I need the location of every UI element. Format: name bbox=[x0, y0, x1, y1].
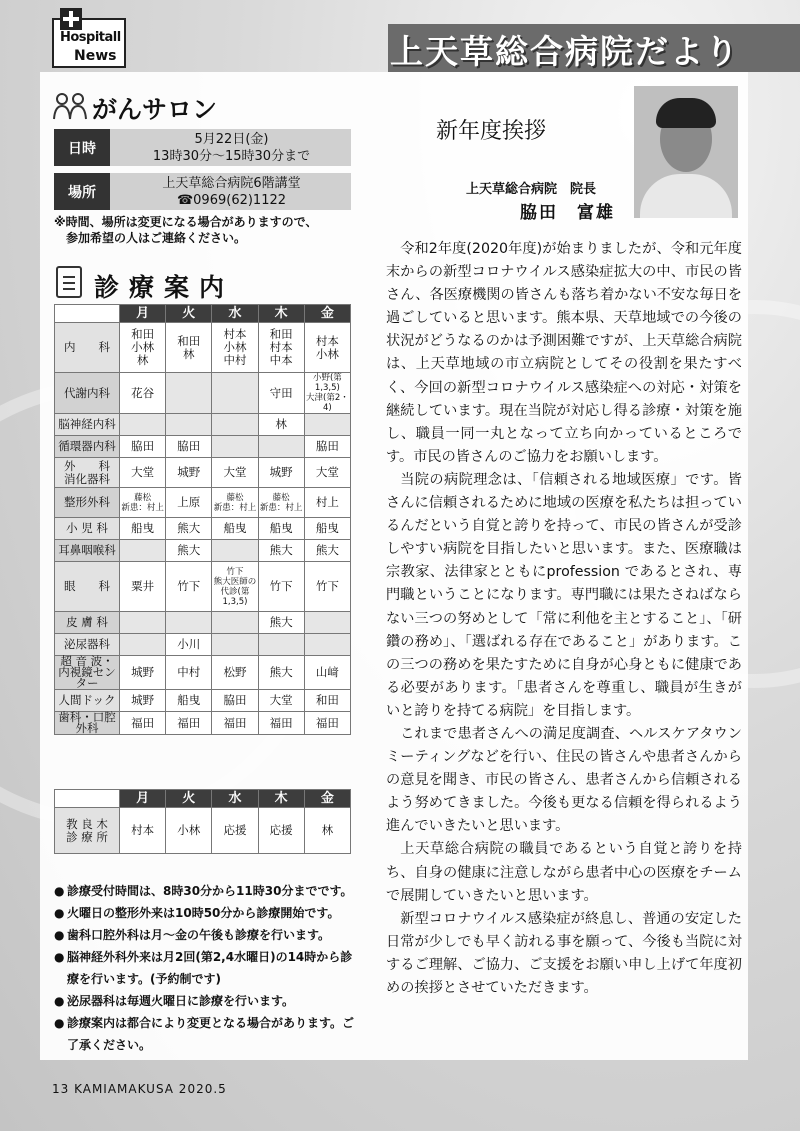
day-header: 木 bbox=[258, 790, 304, 808]
day-header: 月 bbox=[120, 790, 166, 808]
doctor-cell bbox=[120, 414, 166, 436]
department-cell: 人間ドック bbox=[55, 690, 120, 712]
doctor-cell: 小野(第1,3,5) 大津(第2・4) bbox=[306, 373, 349, 413]
doctor-cell: 松野 bbox=[212, 656, 258, 690]
table-row bbox=[55, 690, 351, 712]
greeting-paragraph: 当院の病院理念は、「信頼される地域医療」です。皆さんに信頼されるために地域の医療を私たちは担っているんだという自覚と誇りを持って、市民の皆さんが受診しやすい病院を目指したいと思います。また、医療職は宗教家、法律家とともにprofession であるとされ、専門職ということになります。専門職には果たさねばならない三つの努めとして「常に利他を主とすること」、「研鑽の務め」、「選ばれる存在であること」があります。この三つの務めを果たすために自身が心身ともに健康である必要があります。「患者さんを尊重し、職員が生きがいと誇りを持てる病院」を目指します。 bbox=[386, 471, 742, 719]
department-cell: 脳神経内科 bbox=[55, 414, 120, 436]
day-header: 金 bbox=[304, 305, 350, 323]
doctor-cell: 大堂 bbox=[258, 690, 304, 712]
greeting-paragraph: 新型コロナウイルス感染症が終息し、普通の安定した日常が少しでも早く訪れる事を願って、今後も当院に対するご理解、ご協力、ご支援をお願い申し上げて年度初めの挨拶とさせていただきます。 bbox=[386, 910, 742, 996]
doctor-cell: 城野 bbox=[120, 656, 166, 690]
notice-item: ● 火曜日の整形外来は10時50分から診療開始です。 bbox=[54, 902, 359, 924]
doctor-cell: 熊大 bbox=[166, 540, 212, 562]
place-line2: ☎0969(62)1122 bbox=[176, 192, 287, 208]
doctor-cell: 福田 bbox=[304, 712, 350, 735]
date-line2: 13時30分～15時30分まで bbox=[152, 148, 311, 164]
clinic-schedule-table bbox=[54, 304, 351, 735]
doctor-cell: 村本 小林 bbox=[304, 323, 350, 373]
photo-hair bbox=[656, 98, 716, 128]
doctor-cell: 大堂 bbox=[120, 458, 166, 488]
doctor-cell: 竹下 bbox=[166, 562, 212, 612]
table-row bbox=[55, 323, 351, 373]
doctor-cell: 藤松 新患：村上 bbox=[120, 488, 166, 518]
doctor-cell: 福田 bbox=[120, 712, 166, 735]
doctor-cell: 林 bbox=[258, 414, 304, 436]
notice-item: ● 診療案内は都合により変更となる場合があります。ご了承ください。 bbox=[54, 1012, 359, 1056]
table-row bbox=[55, 712, 351, 735]
place-value bbox=[112, 173, 351, 210]
greeting-title: 新年度挨拶 bbox=[436, 119, 547, 144]
doctor-cell bbox=[166, 612, 212, 634]
doctor-cell bbox=[120, 540, 166, 562]
place-line1: 上天草総合病院6階講堂 bbox=[162, 175, 301, 191]
doctor-cell: 脇田 bbox=[212, 690, 258, 712]
table-row bbox=[55, 562, 351, 612]
doctor-cell: 和田 bbox=[304, 690, 350, 712]
doctor-cell bbox=[166, 414, 212, 436]
people-icon bbox=[53, 92, 87, 120]
day-header: 水 bbox=[212, 305, 258, 323]
doctor-cell: 藤松 新患：村上 bbox=[212, 488, 258, 518]
doctor-cell bbox=[120, 612, 166, 634]
day-header: 月 bbox=[120, 305, 166, 323]
header bbox=[0, 0, 800, 72]
doctor-cell: 和田 村本 中本 bbox=[258, 323, 304, 373]
department-cell: 外 科 消化器科 bbox=[55, 458, 120, 488]
table-row bbox=[55, 373, 351, 414]
doctor-cell: 熊大 bbox=[304, 540, 350, 562]
notice-item: ● 歯科口腔外科は月～金の午後も診療を行います。 bbox=[54, 924, 359, 946]
doctor-cell bbox=[212, 540, 258, 562]
date-label: 日時 bbox=[54, 129, 110, 166]
doctor-cell: 熊大 bbox=[258, 656, 304, 690]
day-header: 金 bbox=[304, 790, 350, 808]
notice-item: ● 診療受付時間は、8時30分から11時30分までです。 bbox=[54, 880, 359, 902]
doctor-cell: 大堂 bbox=[304, 458, 350, 488]
table-header-row bbox=[55, 305, 351, 323]
place-label: 場所 bbox=[54, 173, 110, 210]
doctor-cell: 船曳 bbox=[258, 518, 304, 540]
doctor-cell: 上原 bbox=[166, 488, 212, 518]
doctor-cell: 村本 小林 中村 bbox=[212, 323, 258, 373]
greeting-paragraph: 令和2年度(2020年度)が始まりましたが、令和元年度末からの新型コロナウイルス感染症拡大の中、市民の皆さん、各医療機関の皆さんも落ち着かない不安な毎日を過ごしていると思います。熊本県、天草地域での今後の状況がどうなるのかは予測困難ですが、上天草総合病院は、上天草地域の市立病院としてその役割を果たすべく、今回の新型コロナウイルス感染症への対応・対策を継続しています。現在当院が対応し得る診療・対策を施し、職員一同一丸となって立ち向かっているところです。市民の皆さんのご協力をお願いします。 bbox=[386, 241, 742, 465]
doctor-cell bbox=[304, 414, 350, 436]
doctor-cell bbox=[258, 436, 304, 458]
doctor-cell: 熊大 bbox=[166, 518, 212, 540]
doctor-cell bbox=[258, 634, 304, 656]
salon-note-line2: 参加希望の人はご連絡ください。 bbox=[66, 231, 247, 245]
doctor-cell: 応援 bbox=[212, 808, 258, 854]
department-cell: 循環器内科 bbox=[55, 436, 120, 458]
table-row bbox=[55, 518, 351, 540]
author-name: 脇田 富雄 bbox=[520, 203, 615, 223]
table-row bbox=[55, 458, 351, 488]
table-row bbox=[55, 414, 351, 436]
doctor-cell: 竹下 bbox=[258, 562, 304, 612]
doctor-cell: 中村 bbox=[166, 656, 212, 690]
department-cell: 代謝内科 bbox=[55, 373, 120, 414]
doctor-cell bbox=[304, 634, 350, 656]
doctor-cell: 船曳 bbox=[212, 518, 258, 540]
notice-item: ● 泌尿器科は毎週火曜日に診療を行います。 bbox=[54, 990, 359, 1012]
logo-line2: News bbox=[74, 48, 117, 64]
table-corner bbox=[55, 305, 120, 323]
site-title: 上天草総合病院だより bbox=[390, 32, 740, 71]
doctor-cell: 福田 bbox=[166, 712, 212, 735]
greeting-paragraph: 上天草総合病院の職員であるという自覚と誇りを持ち、自身の健康に注意しながら患者中心の医療をチームで展開していきたいと思います。 bbox=[386, 841, 742, 904]
doctor-cell: 和田 小林 林 bbox=[120, 323, 166, 373]
doctor-cell: 脇田 bbox=[304, 436, 350, 458]
doctor-cell: 船曳 bbox=[166, 690, 212, 712]
kyoragi-clinic-table bbox=[54, 789, 351, 854]
salon-note-line1: ※時間、場所は変更になる場合がありますので、 bbox=[54, 215, 318, 229]
author-role: 上天草総合病院 院長 bbox=[466, 182, 597, 197]
doctor-cell bbox=[212, 634, 258, 656]
notice-list bbox=[54, 880, 359, 1056]
doctor-cell: 城野 bbox=[258, 458, 304, 488]
table-row bbox=[55, 488, 351, 518]
table-row bbox=[55, 540, 351, 562]
doctor-cell: 脇田 bbox=[166, 436, 212, 458]
doctor-cell: 福田 bbox=[258, 712, 304, 735]
department-cell: 内 科 bbox=[55, 323, 120, 373]
salon-place-row bbox=[54, 173, 351, 210]
doctor-cell: 大堂 bbox=[212, 458, 258, 488]
clinic-title: 診療案内 bbox=[94, 273, 235, 302]
department-cell: 整形外科 bbox=[55, 488, 120, 518]
department-cell: 教 良 木 診 療 所 bbox=[55, 808, 120, 854]
doctor-cell: 花谷 bbox=[120, 373, 166, 414]
department-cell: 小 児 科 bbox=[55, 518, 120, 540]
date-line1: 5月22日(金) bbox=[194, 131, 269, 147]
table-corner bbox=[55, 790, 120, 808]
doctor-cell: 林 bbox=[304, 808, 350, 854]
doctor-cell: 熊大 bbox=[258, 612, 304, 634]
day-header: 木 bbox=[258, 305, 304, 323]
doctor-cell: 船曳 bbox=[120, 518, 166, 540]
table-row bbox=[55, 808, 351, 854]
doctor-cell bbox=[212, 373, 258, 414]
doctor-cell: 村上 bbox=[304, 488, 350, 518]
salon-note bbox=[54, 214, 354, 246]
doctor-cell: 藤松 新患：村上 bbox=[258, 488, 304, 518]
department-cell: 耳鼻咽喉科 bbox=[55, 540, 120, 562]
department-cell: 泌尿器科 bbox=[55, 634, 120, 656]
doctor-cell: 竹下 熊大医師の 代診(第1,3,5) bbox=[212, 562, 258, 612]
day-header: 水 bbox=[212, 790, 258, 808]
doctor-cell: 守田 bbox=[258, 373, 304, 414]
doctor-cell: 村本 bbox=[120, 808, 166, 854]
doctor-cell: 福田 bbox=[212, 712, 258, 735]
salon-date-row bbox=[54, 129, 351, 166]
photo-body bbox=[640, 174, 732, 218]
doctor-cell bbox=[212, 414, 258, 436]
doctor-cell bbox=[304, 612, 350, 634]
salon-title: がんサロン bbox=[92, 95, 218, 124]
doctor-cell: 熊大 bbox=[258, 540, 304, 562]
doctor-cell: 和田 林 bbox=[166, 323, 212, 373]
greeting-paragraph: これまで患者さんへの満足度調査、ヘルスケアタウンミーティングなどを行い、住民の皆さんや患者さんからの意見を聞き、市民の皆さん、患者さんから信頼されるよう努めてきました。今後も更なる信頼を得られるよう進んでいきたいと思います。 bbox=[386, 725, 742, 835]
doctor-cell: 竹下 bbox=[304, 562, 350, 612]
doctor-cell: 小林 bbox=[166, 808, 212, 854]
doctor-cell: 城野 bbox=[120, 690, 166, 712]
clipboard-icon bbox=[56, 266, 82, 298]
greeting-body bbox=[386, 238, 742, 1000]
department-cell: 眼 科 bbox=[55, 562, 120, 612]
doctor-cell: 城野 bbox=[166, 458, 212, 488]
logo-line1: Hospitall bbox=[60, 30, 121, 45]
table-row bbox=[55, 612, 351, 634]
doctor-cell: 船曳 bbox=[304, 518, 350, 540]
director-photo bbox=[634, 86, 738, 218]
doctor-cell bbox=[212, 436, 258, 458]
doctor-cell bbox=[212, 612, 258, 634]
department-cell: 皮 膚 科 bbox=[55, 612, 120, 634]
table-row bbox=[55, 436, 351, 458]
day-header: 火 bbox=[166, 305, 212, 323]
doctor-cell: 脇田 bbox=[120, 436, 166, 458]
doctor-cell bbox=[166, 373, 212, 414]
table-row bbox=[55, 656, 351, 690]
doctor-cell: 粟井 bbox=[120, 562, 166, 612]
doctor-cell: 小川 bbox=[166, 634, 212, 656]
doctor-cell bbox=[120, 634, 166, 656]
date-value bbox=[112, 129, 351, 166]
medical-cross-icon bbox=[60, 8, 82, 30]
table-header-row bbox=[55, 790, 351, 808]
department-cell: 超 音 波・ 内視鏡センター bbox=[55, 656, 120, 690]
table-row bbox=[55, 634, 351, 656]
hospital-news-logo bbox=[52, 18, 126, 68]
doctor-cell: 応援 bbox=[258, 808, 304, 854]
page-footer: 13 KAMIAMAKUSA 2020.5 bbox=[52, 1082, 227, 1096]
doctor-cell: 山﨑 bbox=[304, 656, 350, 690]
department-cell: 歯科・口腔外科 bbox=[55, 712, 120, 735]
notice-item: ● 脳神経外科外来は月2回(第2,4水曜日)の14時から診療を行います。(予約制です) bbox=[54, 946, 359, 990]
day-header: 火 bbox=[166, 790, 212, 808]
